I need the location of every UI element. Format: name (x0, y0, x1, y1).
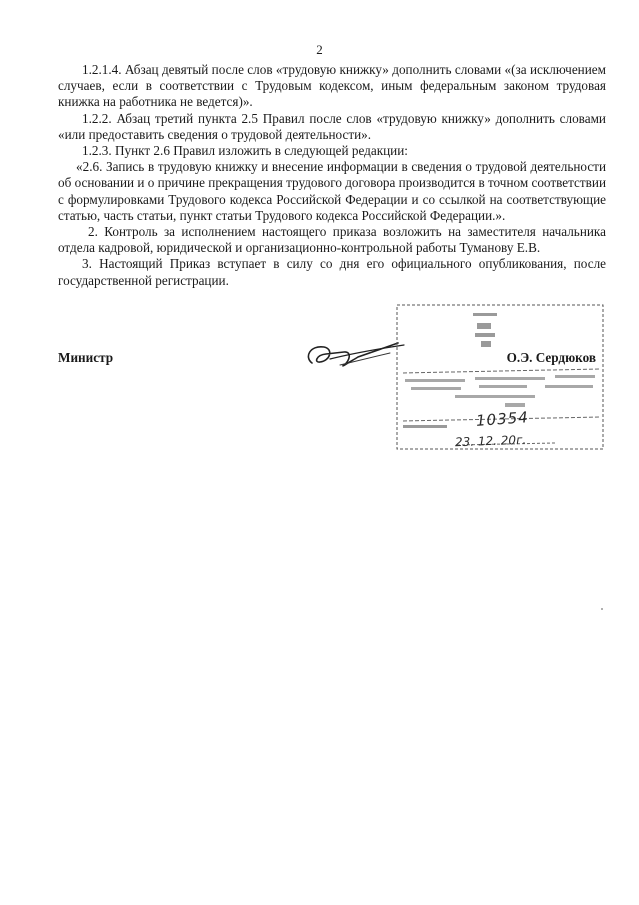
signer-title: Министр (58, 350, 114, 365)
signer-name: О.Э. Сердюков (506, 350, 596, 365)
document-body (58, 62, 606, 289)
paragraph-2: 2. Контроль за исполнением настоящего приказа возложить на заместителя начальника отдела кадровой, юридической и организационно-контрольной работы Туманову Е.В. (58, 224, 606, 256)
paragraph-1-2-3: 1.2.3. Пункт 2.6 Правил изложить в следующей редакции: (82, 143, 408, 159)
stamp-registration-number: 10354 (475, 408, 530, 430)
paragraph-2-6-quote: «2.6. Запись в трудовую книжку и внесение информации в сведения о трудовой деятельности об основании и о причине прекращения трудового договора производится в точном соответствии с формулировками Трудового кодекса Российской Федерации и со ссылкой на соответствующие статью, часть статьи, пункт статьи Трудового кодекса Российской Федерации.». (58, 159, 606, 223)
registration-stamp (395, 303, 607, 453)
paragraph-1-2-1-4: 1.2.1.4. Абзац девятый после слов «трудовую книжку» дополнить словами «(за исключением случаев, если в соответствии с Трудовым кодексом, иным федеральным законом трудовая книжка на работника не ведется)». (58, 62, 606, 110)
stamp-registration-date: 23. 12. 20г. (454, 432, 527, 450)
handwritten-signature (300, 335, 410, 375)
paragraph-3: 3. Настоящий Приказ вступает в силу со дня его официального опубликования, после государственной регистрации. (58, 256, 606, 288)
page-number: 2 (316, 42, 323, 57)
scan-artifact (601, 608, 603, 610)
paragraph-1-2-2: 1.2.2. Абзац третий пункта 2.5 Правил после слов «трудовую книжку» дополнить словами «или предоставить сведения о трудовой деятельности». (58, 110, 606, 142)
